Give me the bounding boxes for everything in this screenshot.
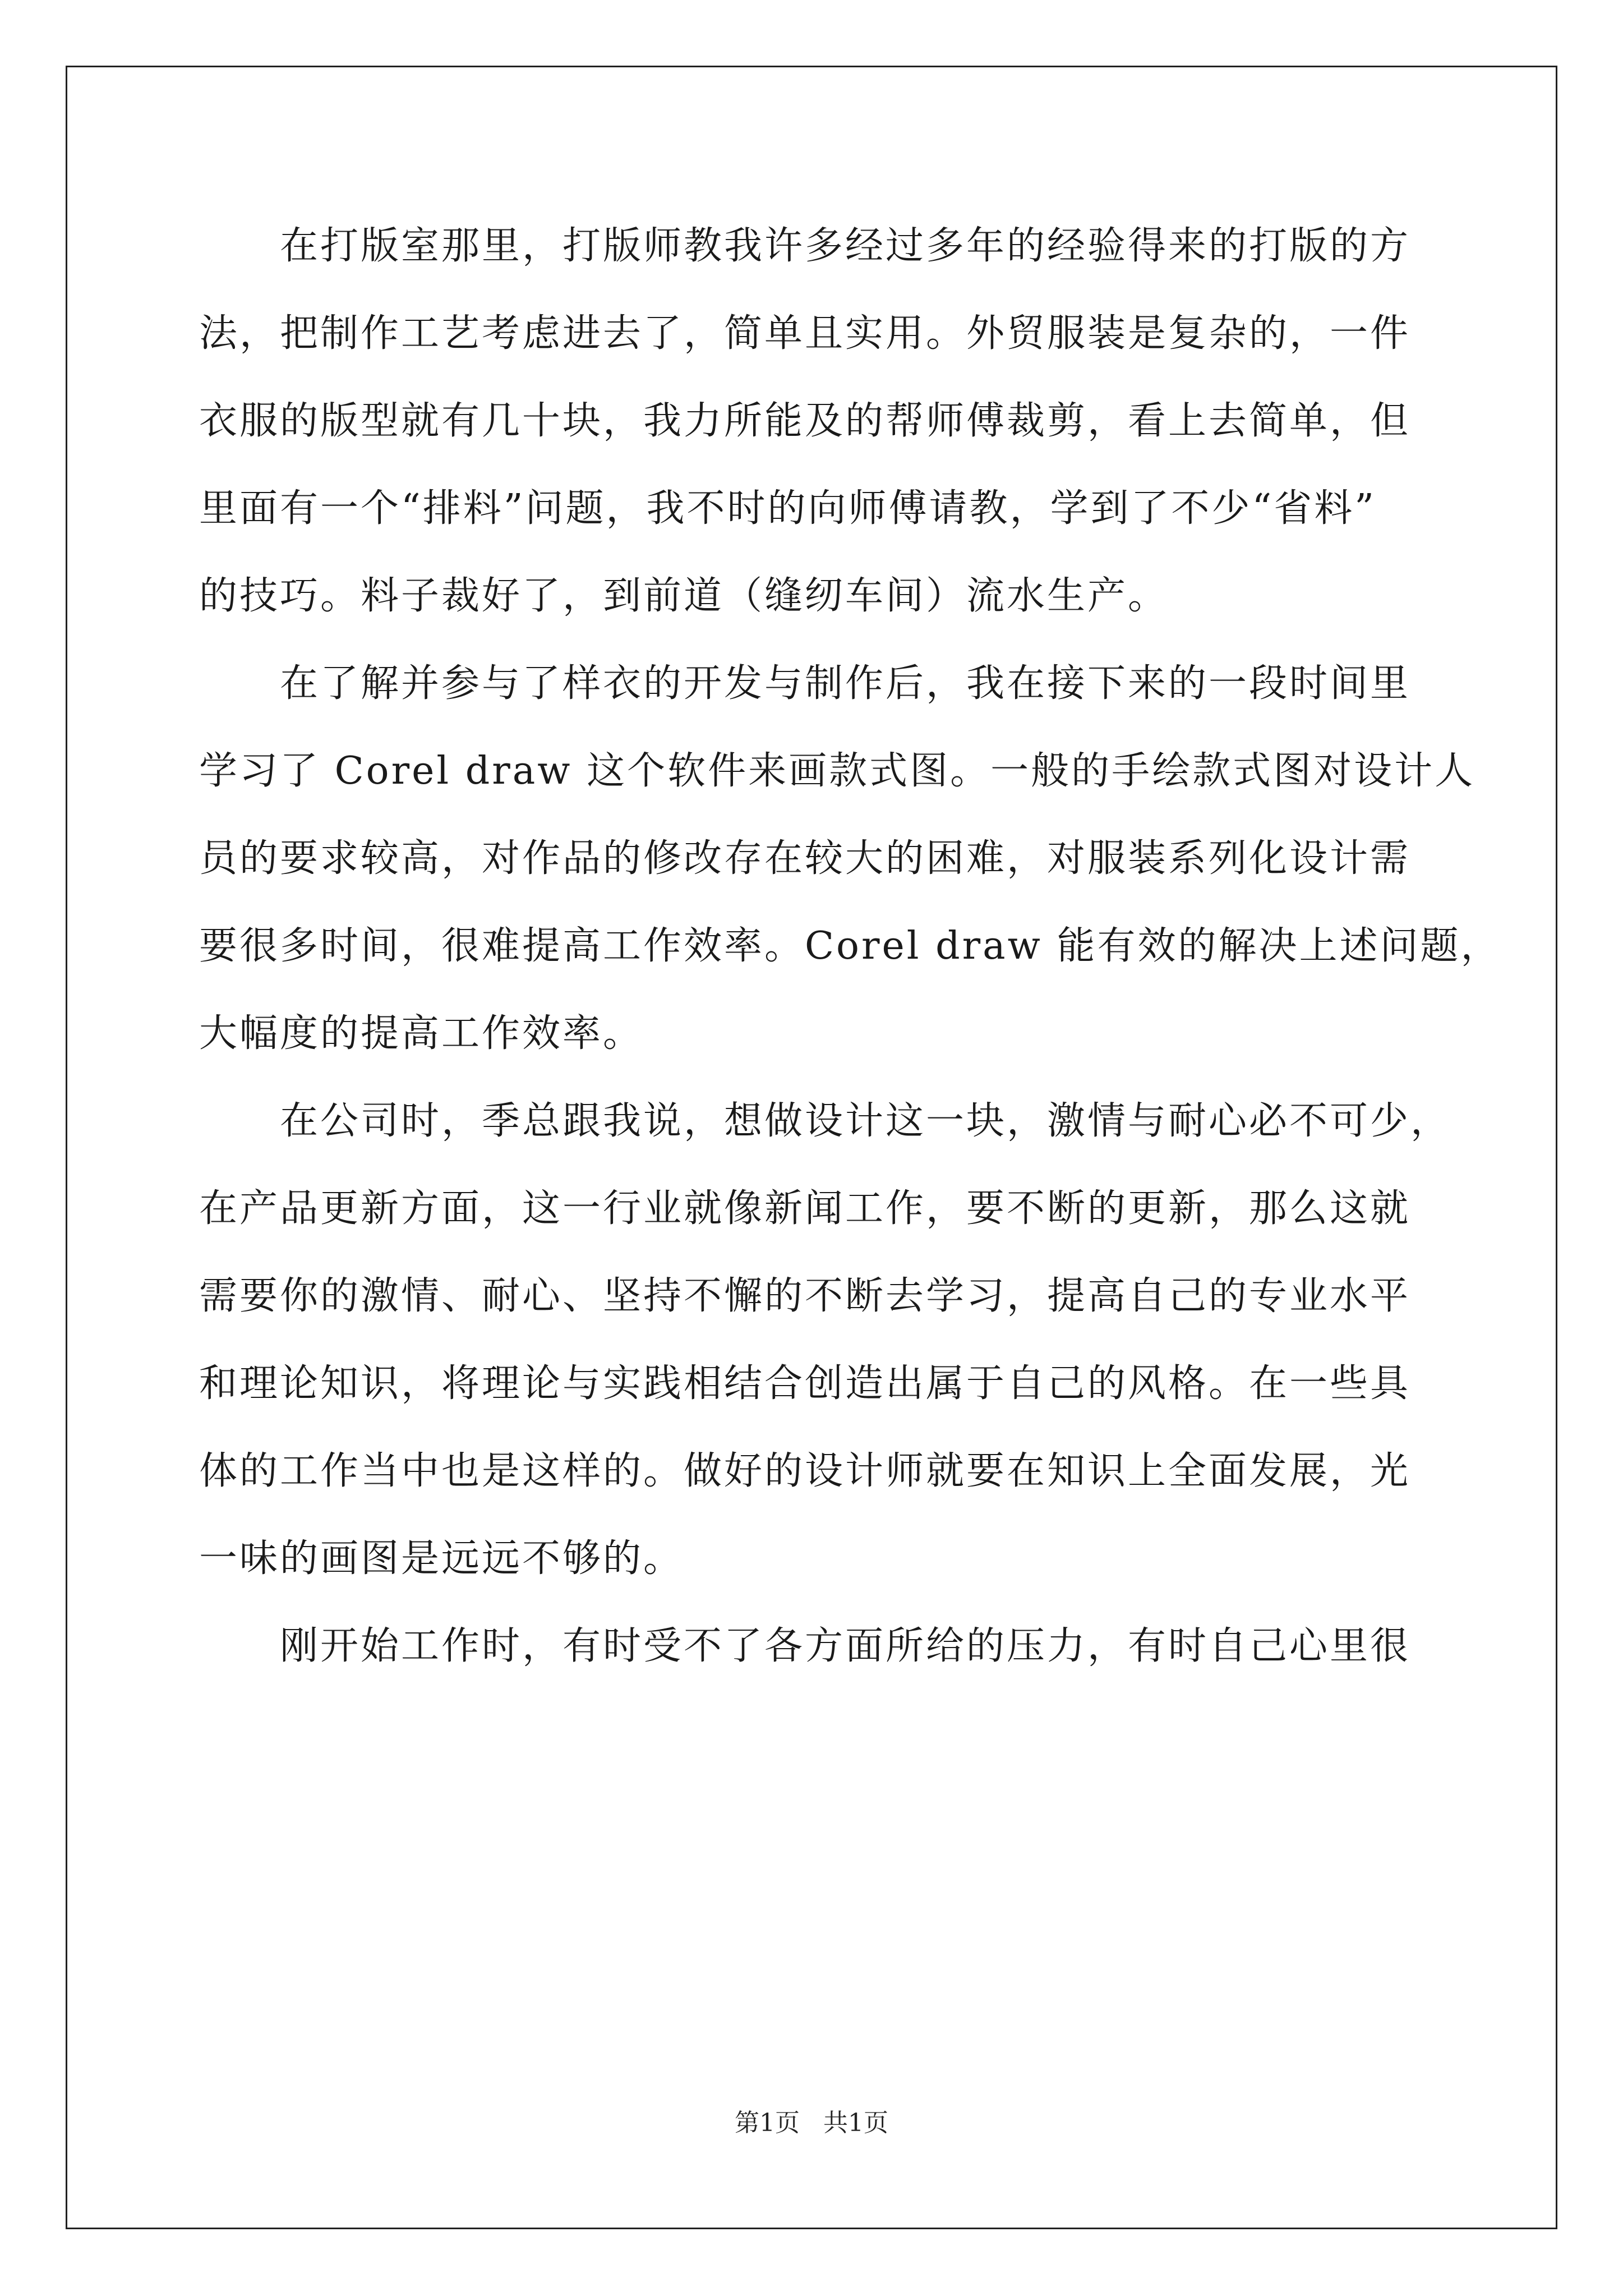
text-line: 需要你的激情、耐心、坚持不懈的不断去学习，提高自己的专业水平: [199, 1274, 1411, 1318]
text-line: 的技巧。料子裁好了，到前道（缝纫车间）流水生产。: [199, 574, 1169, 618]
text-line: 要很多时间，很难提高工作效率。Corel draw 能有效的解决上述问题，: [199, 924, 1501, 968]
text-line: 衣服的版型就有几十块，我力所能及的帮师傅裁剪，看上去简单，但: [199, 399, 1411, 443]
paragraph: [199, 218, 1433, 656]
paragraph: [199, 1618, 1433, 1706]
text-line: 大幅度的提高工作效率。: [199, 1011, 644, 1056]
text-line: 法，把制作工艺考虑进去了，简单且实用。外贸服装是复杂的，一件: [199, 311, 1411, 356]
text-line: 在产品更新方面，这一行业就像新闻工作，要不断的更新，那么这就: [199, 1186, 1411, 1231]
text-line: 里面有一个“排料”问题，我不时的向师傅请教，学到了不少“省料”: [199, 486, 1377, 531]
text-line: 在打版室那里，打版师教我许多经过多年的经验得来的打版的方: [280, 224, 1411, 268]
text-line: 一味的画图是远远不够的。: [199, 1536, 684, 1581]
document-body: [199, 218, 1501, 1706]
text-line: 和理论知识，将理论与实践相结合创造出属于自己的风格。在一些具: [199, 1361, 1411, 1406]
paragraph: [199, 1093, 1451, 1618]
text-line: 体的工作当中也是这样的。做好的设计师就要在知识上全面发展，光: [199, 1449, 1411, 1493]
text-line: 刚开始工作时，有时受不了各方面所给的压力，有时自己心里很: [280, 1624, 1411, 1668]
paragraph: [199, 656, 1501, 1093]
text-line: 学习了 Corel draw 这个软件来画款式图。一般的手绘款式图对设计人: [199, 749, 1476, 793]
page-footer: 第1页 共1页: [735, 2109, 888, 2137]
text-line: 在公司时，季总跟我说，想做设计这一块，激情与耐心必不可少，: [280, 1099, 1451, 1143]
text-line: 员的要求较高，对作品的修改存在较大的困难，对服装系列化设计需: [199, 836, 1411, 881]
text-line: 在了解并参与了样衣的开发与制作后，我在接下来的一段时间里: [280, 661, 1411, 706]
